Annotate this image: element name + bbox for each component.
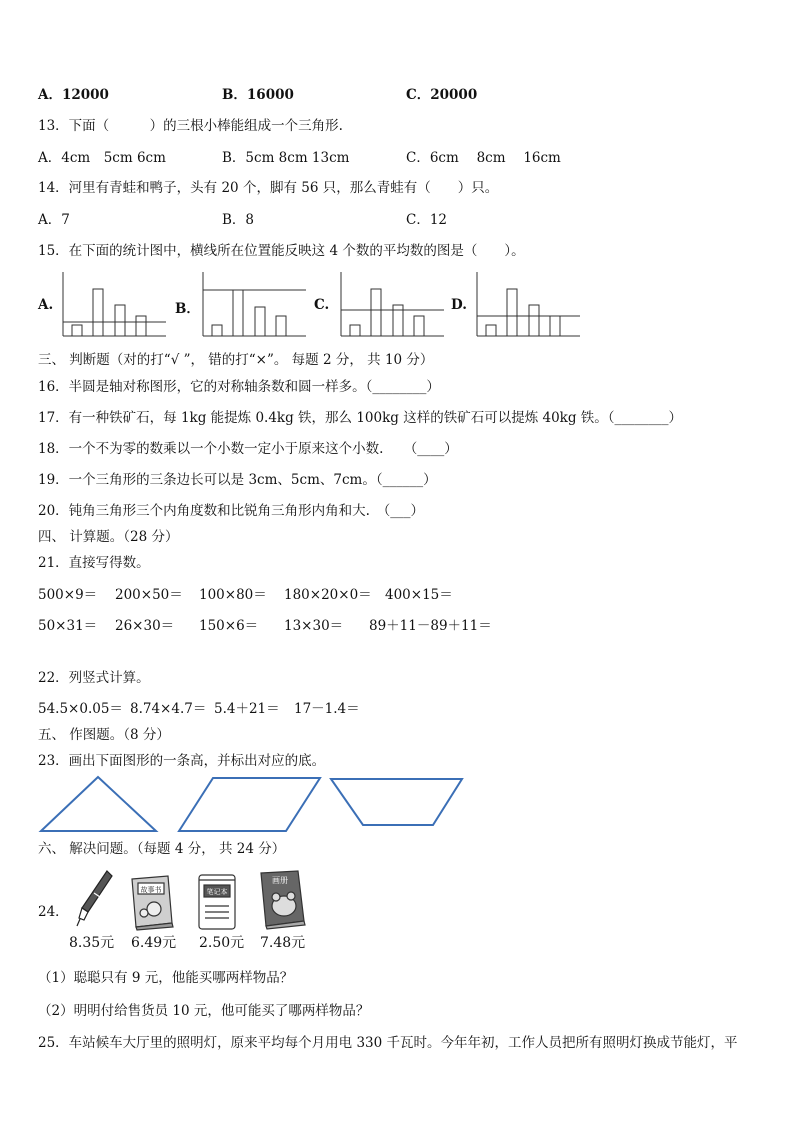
q15-label-c: C. (314, 297, 330, 313)
q22-item: 54.5×0.05＝ (38, 701, 123, 717)
bar (136, 316, 146, 336)
q13-option-c: C．6cm 8cm 16cm (406, 150, 561, 166)
parallelogram-shape (179, 778, 320, 831)
trapezoid-shape (331, 779, 462, 825)
q19: 19．一个三角形的三条边长可以是 3cm、5cm、7cm。（______） (38, 472, 437, 488)
triangle-shape (41, 777, 156, 831)
bar (212, 325, 222, 336)
q13-stem: 13．下面（ ）的三根小棒能组成一个三角形. (38, 118, 343, 134)
q15-label-a: A. (38, 297, 54, 313)
q23-shapes (38, 774, 468, 836)
q23-stem: 23．画出下面图形的一条高，并标出对应的底。 (38, 753, 326, 769)
q15-chart-b (202, 272, 308, 338)
story-book-icon (128, 873, 176, 931)
q22-stem: 22．列竖式计算。 (38, 670, 150, 686)
bar (486, 325, 496, 336)
q21-item: 180×20×0＝ (284, 587, 372, 603)
q25: 25．车站候车大厅里的照明灯，原来平均每个月用电 330 千瓦时。今年年初，工作人员把所有照明灯换成节能灯，平 (38, 1035, 738, 1051)
bar (93, 289, 103, 336)
bar (550, 316, 560, 336)
section-3-heading: 三、 判断题（对的打“√ ”， 错的打“×”。 每题 2 分， 共 10 分） (38, 352, 434, 368)
bar (255, 307, 265, 336)
q14-option-a: A．7 (38, 212, 70, 228)
q21-item: 100×80＝ (199, 587, 267, 603)
q15-label-b: B． (175, 301, 200, 317)
q17: 17．有一种铁矿石，每 1kg 能提炼 0.4kg 铁，那么 100kg 这样的铁矿石可以提炼 40kg 铁。（________） (38, 410, 683, 426)
bar (414, 316, 424, 336)
q13-option-b: B．5cm 8cm 13cm (222, 150, 350, 166)
fountain-pen-icon (74, 868, 114, 930)
section-5-heading: 五、 作图题。（8 分） (38, 727, 170, 743)
q24-sub-1: （1）聪聪只有 9 元，他能买哪两样物品？ (38, 970, 294, 986)
q21-item: 26×30＝ (115, 618, 175, 634)
q14-stem: 14．河里有青蛙和鸭子，头有 20 个，脚有 56 只，那么青蛙有（ ）只。 (38, 180, 499, 196)
notebook-icon (195, 872, 241, 932)
q21-stem: 21．直接写得数。 (38, 555, 150, 571)
q21-item: 500×9＝ (38, 587, 98, 603)
q15-label-d: D. (451, 297, 467, 313)
bar (72, 325, 82, 336)
bar (115, 305, 125, 336)
q21-item: 150×6＝ (199, 618, 259, 634)
q12-option-b: B．16000 (222, 87, 294, 103)
bar (507, 289, 517, 336)
q12-option-a: A．12000 (38, 87, 109, 103)
bar (233, 290, 243, 336)
price-notebook: 2.50元 (199, 935, 245, 951)
price-pen: 8.35元 (69, 935, 115, 951)
q18: 18．一个不为零的数乘以一个小数一定小于原来这个小数. （____） (38, 441, 458, 457)
q14-option-b: B．8 (222, 212, 255, 228)
q20: 20．钝角三角形三个内角度数和比锐角三角形内角和大. （___） (38, 503, 424, 519)
story-book-title: 故事书 (140, 886, 162, 894)
q24-sub-2: （2）明明付给售货员 10 元，他可能买了哪两样物品？ (38, 1003, 370, 1019)
section-6-heading: 六、 解决问题。（每题 4 分， 共 24 分） (38, 841, 286, 857)
q15-stem: 15．在下面的统计图中，横线所在位置能反映这 4 个数的平均数的图是（ ）。 (38, 243, 525, 259)
price-picture-book: 7.48元 (260, 935, 306, 951)
bar (529, 305, 539, 336)
picture-book-title: 画册 (272, 876, 288, 885)
q14-option-c: C．12 (406, 212, 448, 228)
q22-item: 17－1.4＝ (294, 701, 360, 717)
q21-item: 400×15＝ (385, 587, 453, 603)
section-4-heading: 四、 计算题。（28 分） (38, 529, 179, 545)
q21-item: 89＋11－89＋11＝ (369, 618, 492, 634)
q21-item: 200×50＝ (115, 587, 183, 603)
q24-number: 24． (38, 904, 69, 920)
q13-option-a: A．4cm 5cm 6cm (38, 150, 166, 166)
notebook-title: 笔记本 (206, 888, 228, 896)
q15-chart-a (62, 272, 168, 338)
bar (371, 289, 381, 336)
q22-item: 5.4＋21＝ (214, 701, 280, 717)
bar (350, 325, 360, 336)
q21-item: 13×30＝ (284, 618, 344, 634)
q15-chart-d (476, 272, 582, 338)
q21-item: 50×31＝ (38, 618, 98, 634)
price-story-book: 6.49元 (131, 935, 177, 951)
q12-option-c: C．20000 (406, 87, 478, 103)
bar (276, 316, 286, 336)
q22-item: 8.74×4.7＝ (130, 701, 207, 717)
picture-book-icon (256, 869, 308, 931)
q16: 16．半圆是轴对称图形，它的对称轴条数和圆一样多。（________） (38, 379, 440, 395)
q15-chart-c (340, 272, 446, 338)
